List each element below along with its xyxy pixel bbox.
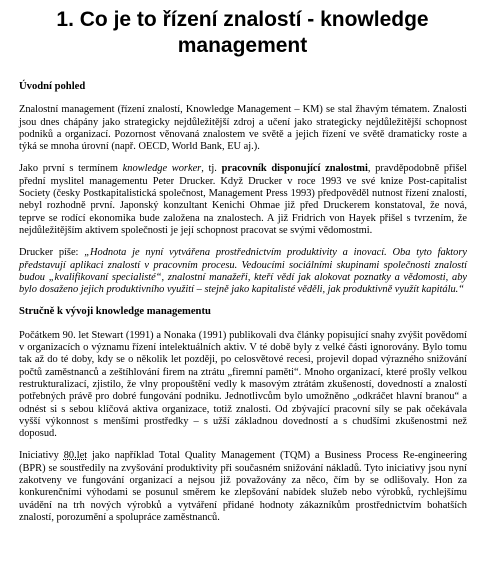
paragraph-1: Znalostní management (řízení znalostí, Knowledge Management – KM) se stal žhavým tématem. Znalosti jsou dnes chápány jako strategicky nejdůležitější zdroj a učení jako strategicky nejdůležitější schopnost podniků a organizací. Pozornost věnovaná znalostem ve světě a jejich řízení ve světě dramaticky roste a týká se mnoha úrovní (např. OECD, World Bank, EU aj.). [19,104,467,153]
history-heading: Stručně k vývoji knowledge managementu [19,306,211,318]
page-title: 1. Co je to řízení znalostí - knowledge management [56,8,429,57]
paragraph-2-emphasis: knowledge worker [122,163,202,175]
intro-heading: Úvodní pohled [19,81,86,92]
paragraph-4: Počátkem 90. let Stewart (1991) a Nonaka (1991) publikovali dva články popisující snahy zvýšit povědomí v organizacích o významu řízení intelektuálních aktiv. V té době byly z velké části ignorovány. Bylo tomu tak až do té doby, kdy se o několik let později, po celosvětové recesi, projevil dopad výrazného snižování počtů zaměstnanců a zeštíhlování firem na ztrátu „firemní paměti“. Mnoho organizací, které prošly velkou restrukturalizací, zjistilo, že vlny propouštění vedly k masovým ztrátám zkušeností, dovedností a znalostí potřebných právě pro dobré fungování podniku. Jednotlivcům bylo umožněno „odkráčet hlavní branou“ a odnést si s sebou klíčová aktiva organizace, totiž znalosti. Od zbývající pracovní síly se pak očekávala vyšší výkonnost s menšími prostředky – s užší základnou dovedností a s chudšími zkušenostmi než doposud. [19,329,467,440]
paragraph-2-text-c: , pravděpodobně přišel přední myslitel managementu Peter Drucker. Když Drucker v roce 1993 ve své knize Post-capitalist Society (česky Postkapitalistická společnost, Management Press 1993) předpověděl nutnost řízení znalostí, nebyl rozhodně první. Japonský konzultant Kenichi Ohmae již před Druckerem konstatoval, že nová, teprve se rodící ekonomika bude založena na znalostech. A již Fridrich von Hayek přišel s tvrzením, že nejdůležitějším aktivem společnosti je její schopnost pracovat se svými vědomostmi. [19,163,468,236]
paragraph-3-quote-text: „Hodnota je nyní vytvářena prostřednictvím produktivity a inovací. Oba tyto faktory představují aplikaci znalostí v pracovním procesu. Vedoucími sociálními skupinami společnosti znalostí budou „kvalifikovaní specialisté“, znalostní manažeři, kteří vědí jak alokovat poznatky a vědomosti, aby bylo dosaženo jejich produktivního využití – stejně jako kapitalisté věděli, jak produktivně využít kapitálu.“ [19,247,467,296]
paragraph-2-bold: pracovník disponující znalostmi [221,163,368,175]
paragraph-5-text-a: Iniciativy [19,450,64,462]
paragraph-3-lead: Drucker píše: [19,247,85,259]
paragraph-5-text-b: jako například Total Quality Management (TQM) a Business Process Re-engineering (BPR) se soustředily na zvyšování produktivity při současném snižování nákladů. Tyto iniciativy jsou nyní zakotveny ve fungování organizací a nejsou již považovány za něco, čím by se odlišovaly. Hon za konkurenčními výhodami se posunul směrem ke zlepšování nabídek služeb nebo výrobků, rychlejšímu uvádění na trh nových výrobků a vytváření přidané hodnoty zákazníkům prostřednictvím bohatších znalostí, porozumění a spolupráce zaměstnanců. [19,450,467,523]
document-body [19,81,467,534]
paragraph-5 [19,450,467,524]
paragraph-5-marked-word: 80.let [63,450,88,462]
paragraph-2-text-a: Jako první s termínem [19,163,123,175]
paragraph-2-text-b: , tj. [201,163,222,175]
paragraph-2 [19,163,467,237]
paragraph-3-quote [19,247,467,296]
